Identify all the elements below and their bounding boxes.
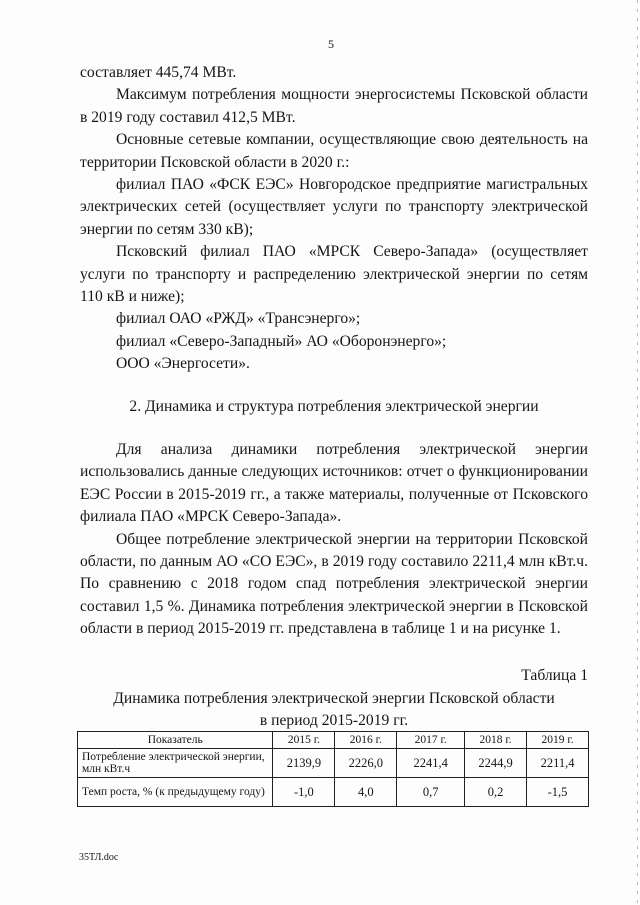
body-text-bottom bbox=[80, 439, 588, 641]
value-cell: -1,0 bbox=[273, 778, 335, 807]
paragraph: филиал ОАО «РЖД» «Трансэнерго»; bbox=[116, 310, 361, 328]
header-cell: Показатель bbox=[78, 732, 273, 749]
paragraph: ООО «Энергосети». bbox=[116, 355, 250, 373]
header-cell: 2018 г. bbox=[465, 732, 527, 749]
header-cell: 2016 г. bbox=[335, 732, 397, 749]
page-number: 5 bbox=[328, 37, 334, 51]
value-cell: 2241,4 bbox=[397, 749, 465, 778]
paragraph: филиал «Северо-Западный» АО «Оборонэнерго»; bbox=[116, 332, 447, 350]
value-cell: 0,7 bbox=[397, 778, 465, 807]
indicator-cell: Темп роста, % (к предыдущему году) bbox=[78, 778, 273, 807]
paragraph: филиал ПАО «ФСК ЕЭС» Новгородское предприятие магистральных электрических сетей (осуществляет услуги по транспорту электрической энергии по сетям 330 кВ); bbox=[80, 176, 588, 238]
table-row bbox=[78, 778, 589, 807]
file-name-footer: 35ТЛ.doc bbox=[79, 852, 119, 863]
header-cell: 2017 г. bbox=[397, 732, 465, 749]
paragraph: Для анализа динамики потребления электрической энергии использовались данные следующих источников: отчет о функционировании ЕЭС России в 2015-2019 гг., а также материалы, полученные от Псковского филиала ПАО «МРСК Северо-Запада». bbox=[80, 441, 588, 526]
value-cell: 2244,9 bbox=[465, 749, 527, 778]
paragraph: Общее потребление электрической энергии на территории Псковской области, по данным АО «СО ЕЭС», в 2019 году составило 2211,4 млн кВт.ч. По сравнению с 2018 годом спад потребления электрической энергии составил 1,5 %. Динамика потребления электрической энергии в Псковской области в период 2015-2019 гг. представлена в таблице 1 и на рисунке 1. bbox=[80, 530, 588, 638]
value-cell: 0,2 bbox=[465, 778, 527, 807]
table-header-row bbox=[78, 732, 589, 749]
paragraph: составляет 445,74 МВт. bbox=[80, 64, 237, 81]
table-caption-line: Динамика потребления электрической энергии Псковской области bbox=[113, 690, 555, 707]
scan-edge-mark bbox=[637, 0, 638, 905]
header-cell: 2015 г. bbox=[273, 732, 335, 749]
value-cell: -1,5 bbox=[527, 778, 589, 807]
value-cell: 2226,0 bbox=[335, 749, 397, 778]
section-heading: 2. Динамика и структура потребления электрической энергии bbox=[129, 398, 539, 415]
table-caption bbox=[80, 688, 588, 732]
indicator-cell: Потребление электрической энергии, млн кВт.ч bbox=[78, 749, 273, 778]
header-cell: 2019 г. bbox=[527, 732, 589, 749]
paragraph: Максимум потребления мощности энергосистемы Псковской области в 2019 году составил 412,5 МВт. bbox=[80, 86, 588, 126]
value-cell: 4,0 bbox=[335, 778, 397, 807]
table-row bbox=[78, 749, 589, 778]
table-caption-line: в период 2015-2019 гг. bbox=[259, 712, 409, 729]
paragraph: Псковский филиал ПАО «МРСК Северо-Запада» (осуществляет услуги по транспорту и распределению электрической энергии по сетям 110 кВ и ниже); bbox=[80, 243, 588, 306]
paragraph: Основные сетевые компании, осуществляющие свою деятельность на территории Псковской области в 2020 г.: bbox=[80, 131, 588, 171]
consumption-table bbox=[77, 731, 589, 807]
value-cell: 2139,9 bbox=[273, 749, 335, 778]
body-text-top bbox=[80, 62, 588, 376]
value-cell: 2211,4 bbox=[527, 749, 589, 778]
table-label: Таблица 1 bbox=[521, 667, 588, 684]
